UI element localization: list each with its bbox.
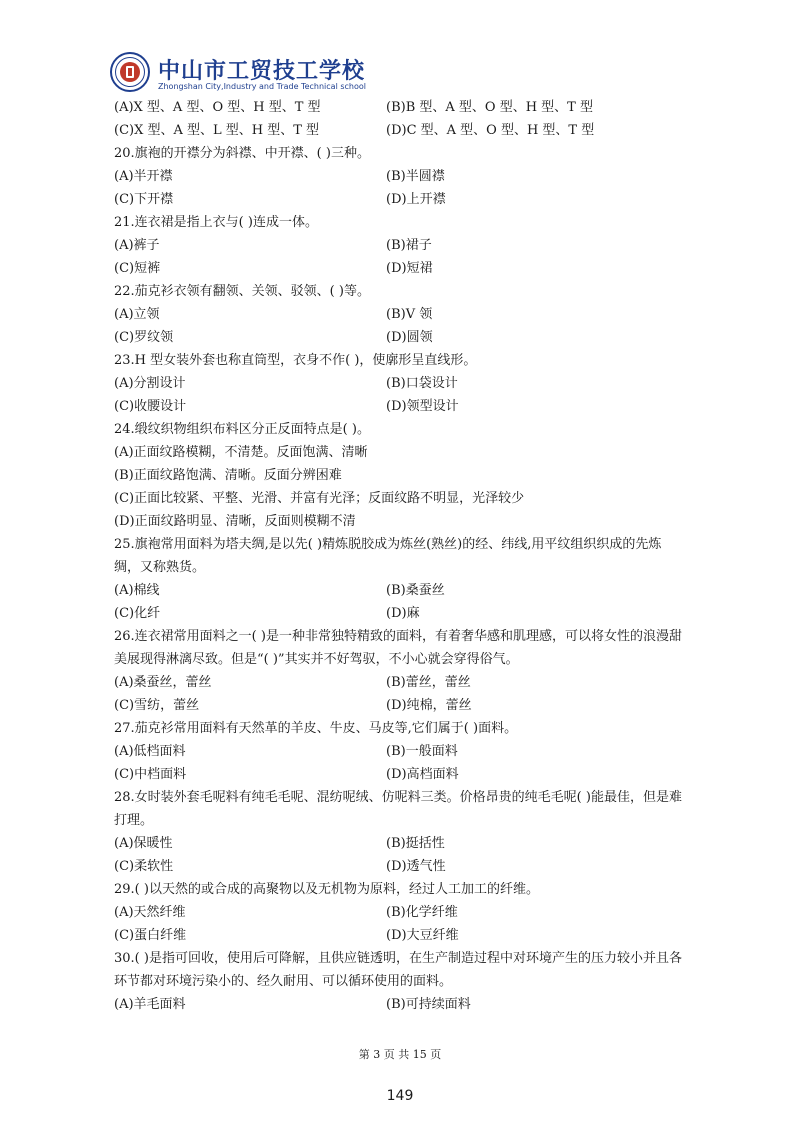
answer-option: (A)立领 bbox=[114, 307, 160, 322]
option-row bbox=[114, 694, 684, 717]
question-text: 20.旗袍的开襟分为斜襟、中开襟、( )三种。 bbox=[114, 146, 370, 161]
answer-option: (C)短裤 bbox=[114, 261, 161, 276]
exam-questions bbox=[114, 96, 684, 1016]
option-row bbox=[114, 326, 684, 349]
option-row bbox=[114, 901, 684, 924]
page-indicator: 第 3 页 共 15 页 bbox=[358, 1048, 442, 1061]
answer-option: (D)领型设计 bbox=[386, 399, 459, 414]
question-text: 29.( )以天然的或合成的高聚物以及无机物为原料，经过人工加工的纤维。 bbox=[114, 882, 539, 897]
answer-option: (B)桑蚕丝 bbox=[386, 583, 445, 598]
question-text: 26.连衣裙常用面料之一( )是一种非常独特精致的面料，有着奢华感和肌理感，可以将女性的浪漫甜美展现得淋漓尽致。但是“( )”其实并不好驾驭，不小心就会穿得俗气。 bbox=[114, 629, 682, 667]
option-row bbox=[114, 372, 684, 395]
answer-option: (A)棉线 bbox=[114, 583, 160, 598]
answer-option: (C)雪纺，蕾丝 bbox=[114, 698, 200, 713]
question-text: 24.缎纹织物组织布料区分正反面特点是( )。 bbox=[114, 422, 370, 437]
option-row bbox=[114, 257, 684, 280]
option-row bbox=[114, 671, 684, 694]
question-text: 21.连衣裙是指上衣与( )连成一体。 bbox=[114, 215, 318, 230]
answer-option: (A)低档面料 bbox=[114, 744, 186, 759]
answer-option: (B)可持续面料 bbox=[386, 997, 471, 1012]
option-row bbox=[114, 234, 684, 257]
answer-option: (D)纯棉，蕾丝 bbox=[386, 698, 472, 713]
answer-option: (D)透气性 bbox=[386, 859, 446, 874]
answer-option: (A)半开襟 bbox=[114, 169, 173, 184]
option-row bbox=[114, 602, 684, 625]
question-text: 23.H 型女装外套也称直筒型，衣身不作( )，使廓形呈直线形。 bbox=[114, 353, 477, 368]
option-row bbox=[114, 763, 684, 786]
answer-option: (B)正面纹路饱满、清晰。反面分辨困难 bbox=[114, 468, 342, 483]
answer-option: (C)化纤 bbox=[114, 606, 161, 621]
answer-option: (C)罗纹领 bbox=[114, 330, 174, 345]
option-row bbox=[114, 303, 684, 326]
answer-option: (C)正面比较紧、平整、光滑、并富有光泽；反面纹路不明显，光泽较少 bbox=[114, 491, 525, 506]
answer-option: (D)上开襟 bbox=[386, 192, 446, 207]
answer-option: (C)下开襟 bbox=[114, 192, 174, 207]
answer-option: (A)裤子 bbox=[114, 238, 160, 253]
answer-option: (A)正面纹路模糊，不清楚。反面饱满、清晰 bbox=[114, 445, 368, 460]
option-row bbox=[114, 924, 684, 947]
answer-option: (D)大豆纤维 bbox=[386, 928, 459, 943]
answer-option: (D)圆领 bbox=[386, 330, 433, 345]
question-text: 22.茄克衫衣领有翻领、关领、驳领、( )等。 bbox=[114, 284, 370, 299]
page-number: 149 bbox=[386, 1088, 414, 1104]
answer-option: (B)B 型、A 型、O 型、H 型、T 型 bbox=[386, 100, 593, 115]
answer-option: (B)蕾丝，蕾丝 bbox=[386, 675, 471, 690]
question-text: 30.( )是指可回收，使用后可降解，且供应链透明，在生产制造过程中对环境产生的压力较小并且各环节都对环境污染小的、经久耐用、可以循环使用的面料。 bbox=[114, 951, 682, 989]
option-row bbox=[114, 855, 684, 878]
option-row bbox=[114, 96, 684, 119]
question-text: 25.旗袍常用面料为塔夫绸,是以先( )精炼脱胶成为炼丝(熟丝)的经、纬线,用平纹组织织成的先炼绸，又称熟货。 bbox=[114, 537, 662, 575]
answer-option: (B)挺括性 bbox=[386, 836, 445, 851]
answer-option: (C)蛋白纤维 bbox=[114, 928, 187, 943]
answer-option: (B)化学纤维 bbox=[386, 905, 458, 920]
school-emblem-icon bbox=[110, 52, 150, 92]
option-row bbox=[114, 832, 684, 855]
answer-option: (A)桑蚕丝，蕾丝 bbox=[114, 675, 212, 690]
option-row bbox=[114, 188, 684, 211]
answer-option: (B)一般面料 bbox=[386, 744, 458, 759]
option-row bbox=[114, 579, 684, 602]
answer-option: (B)半圆襟 bbox=[386, 169, 445, 184]
answer-option: (B)裙子 bbox=[386, 238, 432, 253]
option-row bbox=[114, 165, 684, 188]
answer-option: (B)V 领 bbox=[386, 307, 433, 322]
answer-option: (C)柔软性 bbox=[114, 859, 174, 874]
answer-option: (A)保暖性 bbox=[114, 836, 173, 851]
answer-option: (C)X 型、A 型、L 型、H 型、T 型 bbox=[114, 123, 320, 138]
option-row bbox=[114, 119, 684, 142]
answer-option: (A)X 型、A 型、O 型、H 型、T 型 bbox=[114, 100, 321, 115]
question-text: 27.茄克衫常用面料有天然革的羊皮、牛皮、马皮等,它们属于( )面料。 bbox=[114, 721, 518, 736]
answer-option: (C)中档面料 bbox=[114, 767, 187, 782]
answer-option: (D)C 型、A 型、O 型、H 型、T 型 bbox=[386, 123, 595, 138]
answer-option: (D)麻 bbox=[386, 606, 420, 621]
option-row bbox=[114, 395, 684, 418]
answer-option: (B)口袋设计 bbox=[386, 376, 458, 391]
answer-option: (A)羊毛面料 bbox=[114, 997, 186, 1012]
answer-option: (D)高档面料 bbox=[386, 767, 459, 782]
question-text: 28.女时装外套毛呢料有纯毛毛呢、混纺呢绒、仿呢料三类。价格昂贵的纯毛毛呢( )能最佳，但是难打理。 bbox=[114, 790, 682, 828]
answer-option: (A)天然纤维 bbox=[114, 905, 186, 920]
answer-option: (C)收腰设计 bbox=[114, 399, 187, 414]
option-row bbox=[114, 740, 684, 763]
answer-option: (D)正面纹路明显、清晰，反面则模糊不清 bbox=[114, 514, 356, 529]
school-name-english: Zhongshan City,Industry and Trade Technical school bbox=[158, 82, 366, 91]
answer-option: (A)分割设计 bbox=[114, 376, 186, 391]
school-name: 中山市工贸技工学校 bbox=[158, 59, 366, 84]
option-row bbox=[114, 993, 684, 1016]
answer-option: (D)短裙 bbox=[386, 261, 433, 276]
